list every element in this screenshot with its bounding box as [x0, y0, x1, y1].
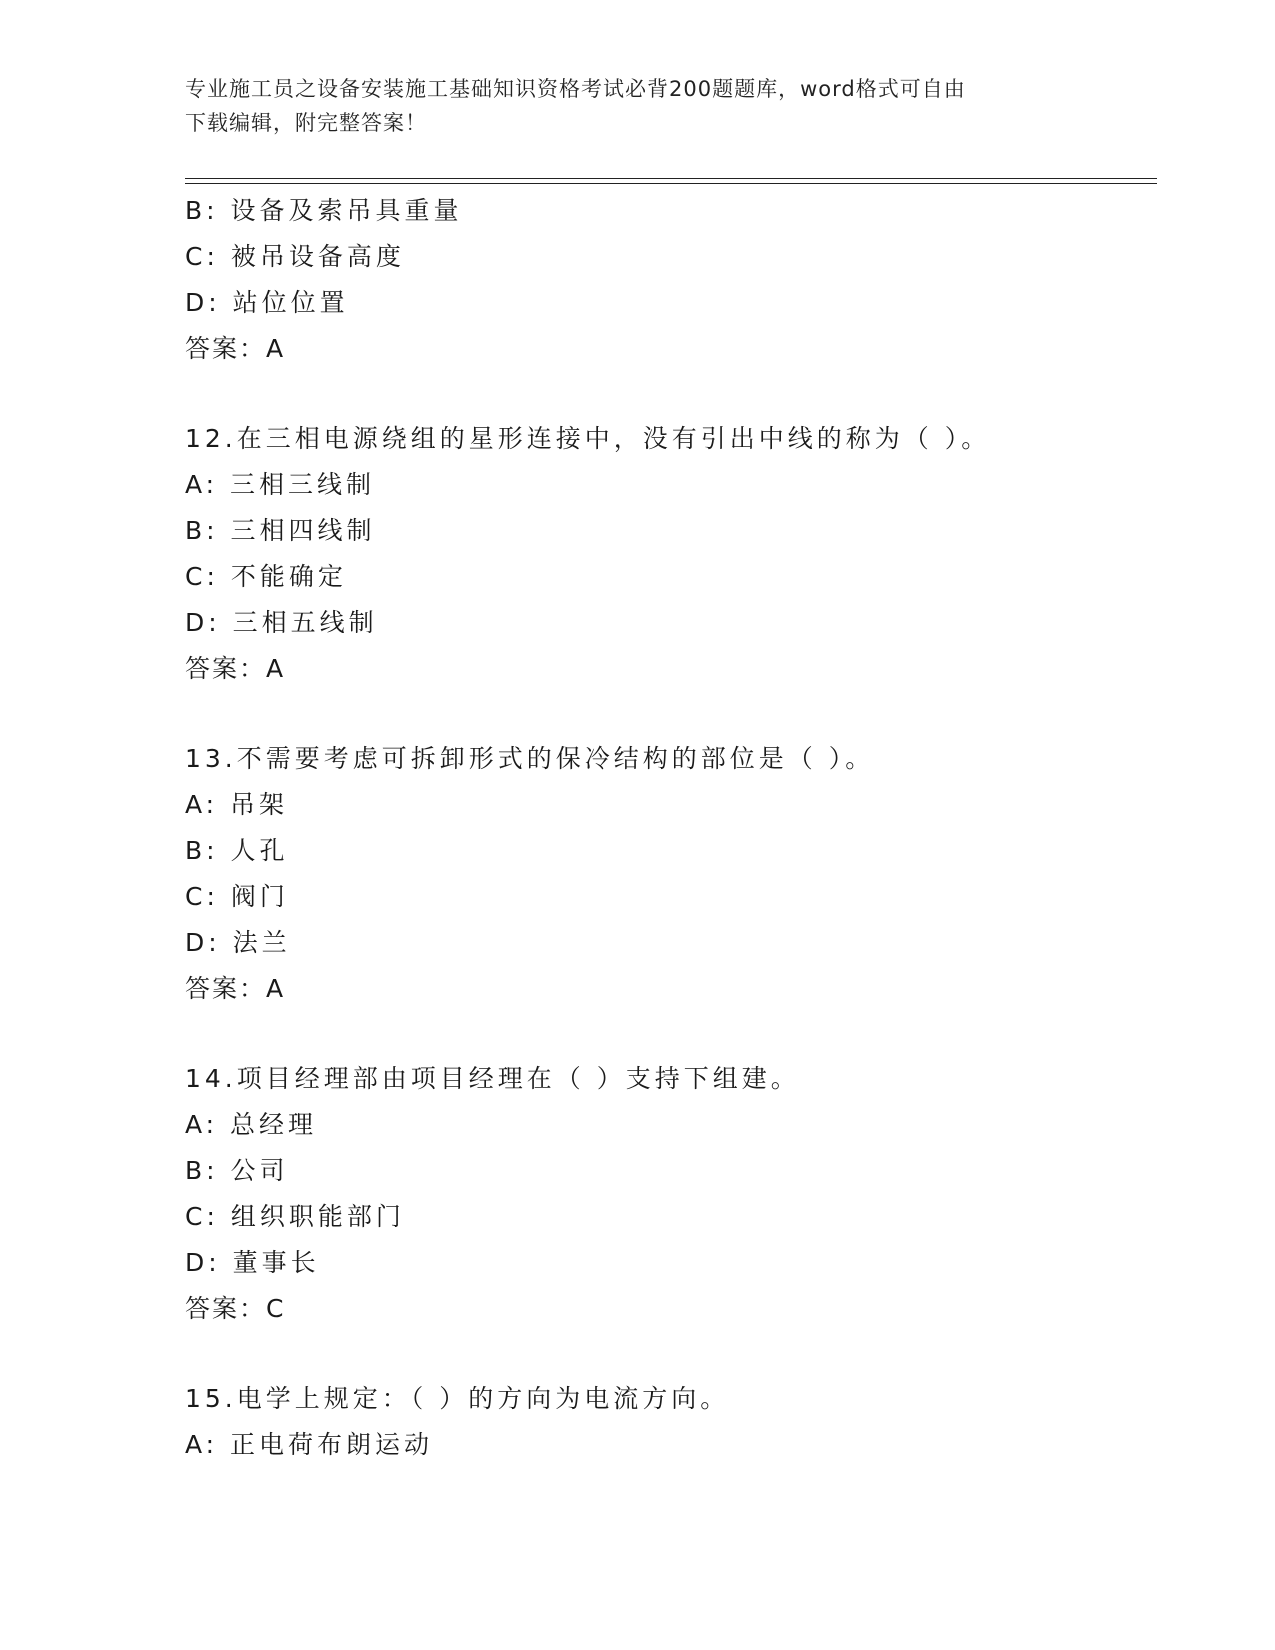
option-a: A: 正电荷布朗运动	[185, 1430, 434, 1459]
option-a: A: 三相三线制	[185, 470, 376, 499]
question-12	[185, 416, 1157, 692]
option-b: B: 三相四线制	[185, 516, 376, 545]
question-stem: 13.不需要考虑可拆卸形式的保冷结构的部位是（ ）。	[185, 744, 875, 773]
option-c: C: 被吊设备高度	[185, 242, 405, 271]
option-b: B: 人孔	[185, 836, 289, 865]
header-line-1: 专业施工员之设备安装施工基础知识资格考试必背200题题库，word格式可自由	[185, 77, 966, 101]
answer: 答案：A	[185, 654, 286, 683]
question-13	[185, 736, 1157, 1012]
question-stem: 12.在三相电源绕组的星形连接中，没有引出中线的称为（ ）。	[185, 424, 991, 453]
header-line-2: 下载编辑，附完整答案！	[185, 111, 427, 135]
question-stem: 14.项目经理部由项目经理在（ ）支持下组建。	[185, 1064, 800, 1093]
question-stem: 15.电学上规定：（ ）的方向为电流方向。	[185, 1384, 730, 1413]
option-c: C: 阀门	[185, 882, 289, 911]
option-d: D: 站位位置	[185, 288, 349, 317]
option-c: C: 不能确定	[185, 562, 347, 591]
question-11-continued	[185, 188, 1157, 372]
question-15	[185, 1376, 1157, 1468]
option-b: B: 公司	[185, 1156, 289, 1185]
question-14	[185, 1056, 1157, 1332]
question-list	[185, 188, 1157, 1468]
answer: 答案：A	[185, 334, 286, 363]
answer: 答案：C	[185, 1294, 286, 1323]
header-rule-bottom	[185, 183, 1157, 184]
header-rule-top	[185, 178, 1157, 179]
option-d: D: 法兰	[185, 928, 291, 957]
option-d: D: 三相五线制	[185, 608, 378, 637]
answer: 答案：A	[185, 974, 286, 1003]
document-header	[185, 72, 1065, 140]
option-c: C: 组织职能部门	[185, 1202, 405, 1231]
option-a: A: 吊架	[185, 790, 289, 819]
option-b: B: 设备及索吊具重量	[185, 196, 463, 225]
option-a: A: 总经理	[185, 1110, 318, 1139]
option-d: D: 董事长	[185, 1248, 320, 1277]
